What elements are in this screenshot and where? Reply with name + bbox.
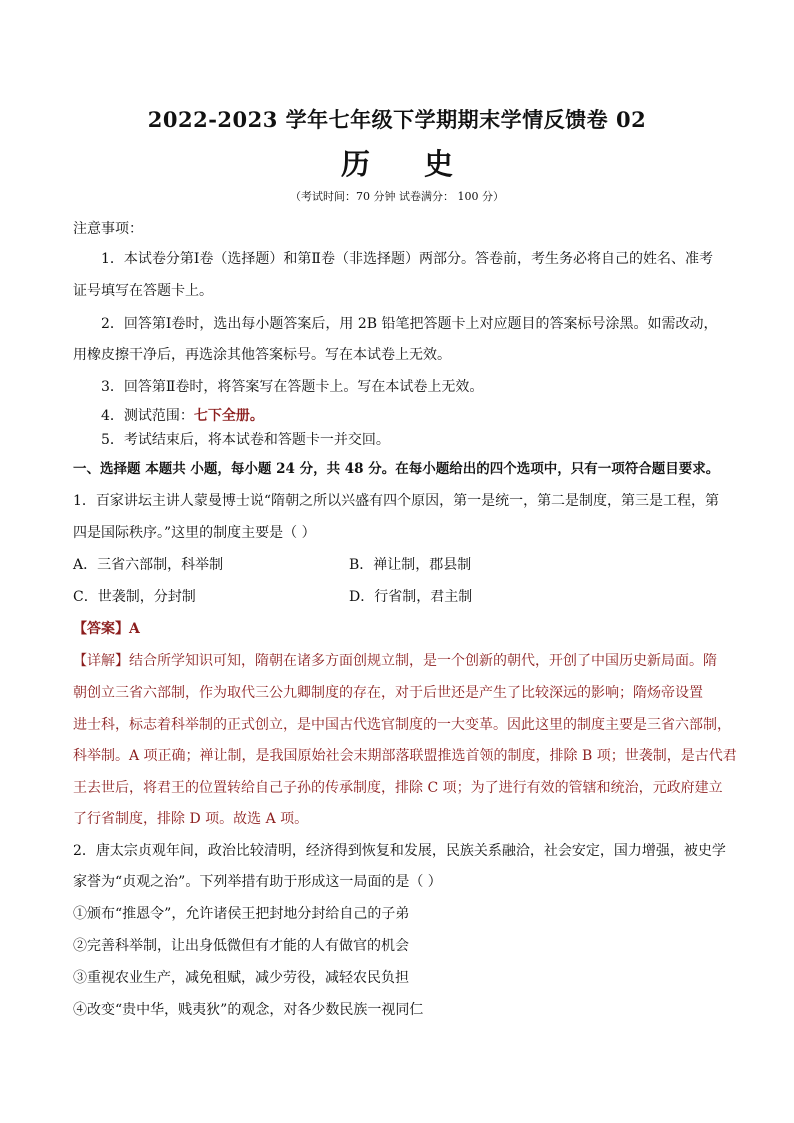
q1-option-c: C．世袭制，分封制 <box>73 589 196 605</box>
q1-explanation-line-1: 【详解】结合所学知识可知，隋朝在诸多方面创规立制，是一个创新的朝代，开创了中国历史新局面。隋 <box>73 653 717 669</box>
q1-explanation-line-2: 朝创立三省六部制，作为取代三公九卿制度的存在，对于后世还是产生了比较深远的影响；隋炀帝设置 <box>73 685 703 701</box>
q2-item-3: ③重视农业生产，减免租赋，减少劳役，减轻农民负担 <box>73 970 409 986</box>
note-5: 5．考试结束后，将本试卷和答题卡一并交回。 <box>101 432 390 448</box>
q2-stem-line-2: 家誉为“贞观之治”。下列举措有助于形成这一局面的是（ ） <box>73 874 442 890</box>
note-2-line-2: 用橡皮擦干净后，再选涂其他答案标号。写在本试卷上无效。 <box>73 347 451 363</box>
notes-heading: 注意事项： <box>73 221 143 237</box>
note-4-range: 七下全册。 <box>193 408 264 424</box>
q2-item-2: ②完善科举制，让出身低微但有才能的人有做官的机会 <box>73 938 409 954</box>
note-1-line-1: 1．本试卷分第Ⅰ卷（选择题）和第Ⅱ卷（非选择题）两部分。答卷前，考生务必将自己的姓名、准考 <box>101 251 713 267</box>
q2-stem-line-1: 2．唐太宗贞观年间，政治比较清明，经济得到恢复和发展，民族关系融洽，社会安定，国力增强，被史学 <box>73 843 726 859</box>
note-3: 3．回答第Ⅱ卷时，将答案写在答题卡上。写在本试卷上无效。 <box>101 379 484 395</box>
q1-stem-line-2: 四是国际秩序。”这里的制度主要是（ ） <box>73 525 316 541</box>
q1-explanation-line-5: 王去世后，将君王的位置转给自己子孙的传承制度，排除 C 项；为了进行有效的管辖和统治，元政府建立 <box>73 780 723 796</box>
q1-answer: 【答案】A <box>73 621 140 637</box>
q1-option-b: B．禅让制，郡县制 <box>349 557 472 573</box>
note-4-prefix: 4．测试范围： <box>101 408 194 424</box>
q1-explanation-line-6: 了行省制度，排除 D 项。故选 A 项。 <box>73 811 309 827</box>
exam-title: 2022-2023 学年七年级下学期期末学情反馈卷 02 <box>147 107 647 132</box>
q2-item-1: ①颁布“推恩令”，允许诸侯王把封地分封给自己的子弟 <box>73 906 410 922</box>
subject-title: 历 史 <box>340 147 476 181</box>
q1-explanation-line-4: 科举制。A 项正确；禅让制，是我国原始社会末期部落联盟推选首领的制度，排除 B 项；世袭制，是古代君 <box>73 748 737 764</box>
note-2-line-1: 2．回答第Ⅰ卷时，选出每小题答案后，用 2B 铅笔把答题卡上对应题目的答案标号涂黑。如需改动， <box>101 316 718 332</box>
q1-option-d: D．行省制，君主制 <box>349 589 473 605</box>
q2-item-4: ④改变“贵中华，贱夷狄”的观念，对各少数民族一视同仁 <box>73 1002 424 1018</box>
note-4 <box>101 407 733 425</box>
note-1-line-2: 证号填写在答题卡上。 <box>73 283 213 299</box>
q1-option-a: A．三省六部制，科举制 <box>73 557 224 573</box>
q1-explanation-line-3: 进士科，标志着科举制的正式创立，是中国古代选官制度的一大变革。因此这里的制度主要是三省六部制， <box>73 717 731 733</box>
section-heading: 一、选择题 本题共 小题，每小题 24 分，共 48 分。在每小题给出的四个选项中，只有一项符合题目要求。 <box>73 461 720 477</box>
q1-stem-line-1: 1．百家讲坛主讲人蒙曼博士说“隋朝之所以兴盛有四个原因，第一是统一，第二是制度，第三是工程，第 <box>73 493 720 509</box>
exam-info: （考试时间：70 分钟 试卷满分： 100 分） <box>290 190 504 203</box>
